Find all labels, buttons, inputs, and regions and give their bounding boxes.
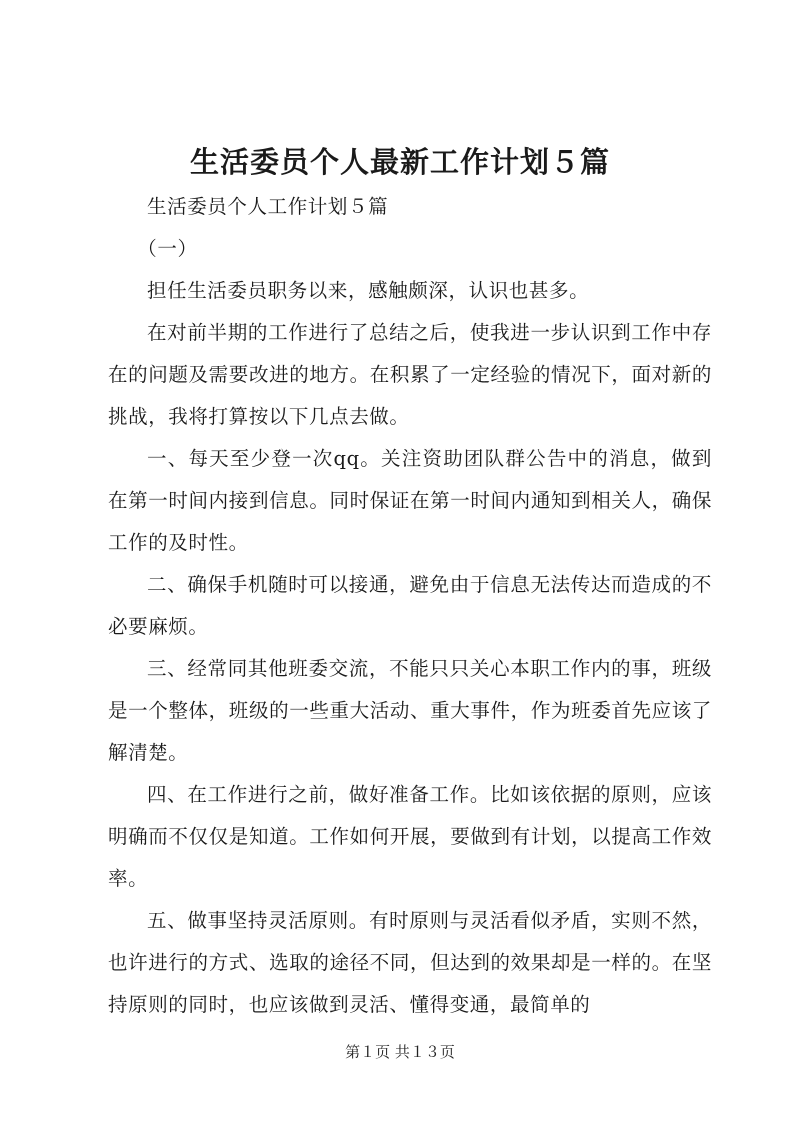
page-number-footer: 第１页 共１３页 (345, 1043, 455, 1061)
paragraph: 担任生活委员职务以来，感触颇深，认识也甚多。 (147, 279, 590, 302)
paragraph: 三、经常同其他班委交流，不能只只关心本职工作内的事，班级是一个整体，班级的一些重大活动、重大事件，作为班委首先应该了解清楚。 (108, 657, 712, 764)
document-body (108, 186, 712, 1026)
section-marker: （一） (137, 237, 198, 260)
paragraph: 五、做事坚持灵活原则。有时原则与灵活看似矛盾，实则不然，也许进行的方式、选取的途径不同，但达到的效果却是一样的。在坚持原则的同时，也应该做到灵活、懂得变通，最简单的 (108, 909, 712, 1016)
paragraph: 一、每天至少登一次qq。关注资助团队群公告中的消息，做到在第一时间内接到信息。同时保证在第一时间内通知到相关人，确保工作的及时性。 (108, 447, 712, 554)
paragraph: 在对前半期的工作进行了总结之后，使我进一步认识到工作中存在的问题及需要改进的地方。在积累了一定经验的情况下，面对新的挑战，我将打算按以下几点去做。 (108, 321, 712, 428)
document-title: 生活委员个人最新工作计划５篇 (189, 145, 610, 179)
document-subtitle: 生活委员个人工作计划５篇 (147, 195, 389, 218)
paragraph: 二、确保手机随时可以接通，避免由于信息无法传达而造成的不必要麻烦。 (108, 573, 712, 638)
paragraph: 四、在工作进行之前，做好准备工作。比如该依据的原则，应该明确而不仅仅是知道。工作如何开展，要做到有计划，以提高工作效率。 (108, 783, 712, 890)
